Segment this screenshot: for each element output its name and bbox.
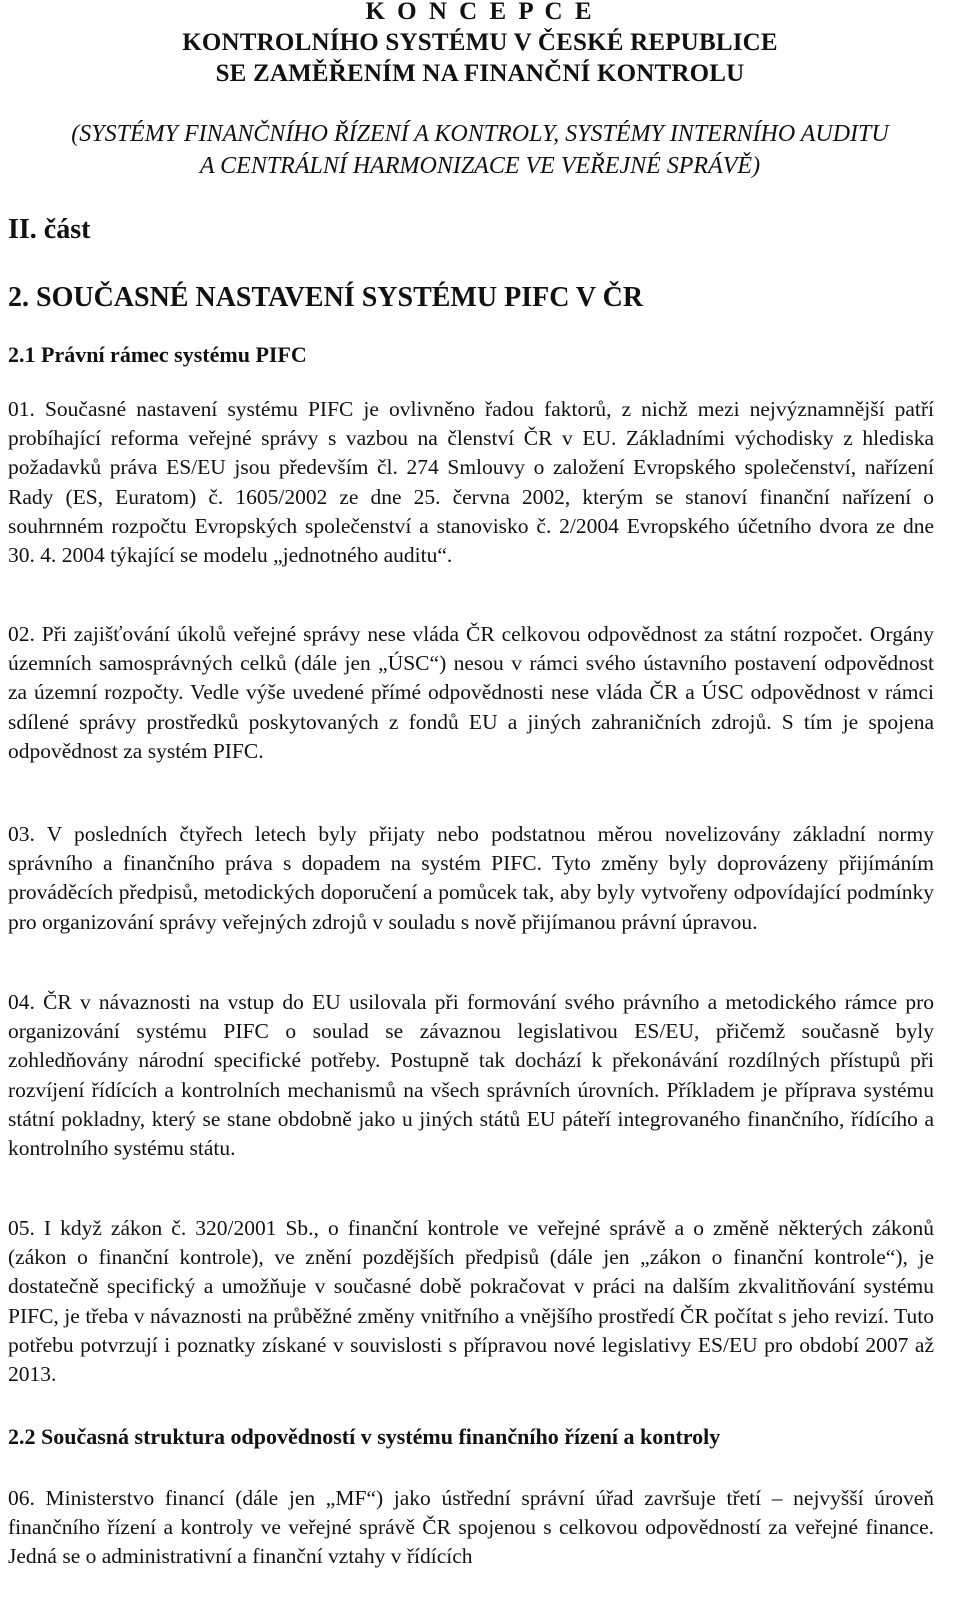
paragraph-03 [8, 820, 934, 937]
paragraph-02 [8, 620, 934, 766]
section-heading: 2. SOUČASNÉ NASTAVENÍ SYSTÉMU PIFC V ČR [8, 282, 644, 313]
paragraph-05 [8, 1214, 934, 1389]
paragraph-text: I když zákon č. 320/2001 Sb., o finanční kontrole ve veřejné správě a o změně některých zákonů (zákon o finanční kontrole), ve znění pozdějších předpisů (dále jen „zákon o finanční kontrole“), je dostatečně specifický a umožňuje v současné době pokračovat v práci na dalším zkvalitňování systému PIFC, je třeba v návaznosti na průběžné změny vnitřního a vnějšího prostředí ČR počítat s jeho revizí. Tuto potřebu potvrzují i poznatky získané v souvislosti s přípravou nové legislativy ES/EU pro období 2007 až 2013. [8, 1216, 934, 1387]
subsection-heading-1: 2.1 Právní rámec systému PIFC [8, 342, 307, 367]
paragraph-text: ČR v návaznosti na vstup do EU usilovala při formování svého právního a metodického rámce pro organizování systému PIFC o soulad se závaznou legislativou ES/EU, přičemž současně byly zohledňovány národní specifické potřeby. Postupně tak dochází k překonávání rozdílných přístupů při rozvíjení řídících a kontrolních mechanismů na všech správních úrovních. Příkladem je příprava systému státní pokladny, který se stane obdobně jako u jiných států EU páteří integrovaného finančního, řídícího a kontrolního systému státu. [8, 990, 935, 1161]
paragraph-01 [8, 395, 934, 570]
paragraph-number: 04. [8, 990, 35, 1014]
paragraph-number: 02. [8, 622, 35, 646]
paragraph-number: 01. [8, 397, 35, 421]
document-title-line-2: KONTROLNÍHO SYSTÉMU V ČESKÉ REPUBLICE [182, 29, 778, 56]
paragraph-number: 05. [8, 1216, 35, 1240]
paragraph-text: Při zajišťování úkolů veřejné správy nese vláda ČR celkovou odpovědnost za státní rozpočet. Orgány územních samosprávných celků (dále jen „ÚSC“) nesou v rámci svého ústavního postavení odpovědnost za územní rozpočty. Vedle výše uvedené přímé odpovědnosti nese vláda ČR a ÚSC odpovědnost v rámci sdílené správy prostředků poskytovaných z fondů EU a jiných zahraničních zdrojů. S tím je spojena odpovědnost za systém PIFC. [8, 622, 934, 763]
paragraph-04 [8, 988, 934, 1163]
document-title-line-3: SE ZAMĚŘENÍM NA FINANČNÍ KONTROLU [215, 60, 745, 87]
paragraph-number: 03. [8, 822, 35, 846]
subsection-heading-2: 2.2 Současná struktura odpovědností v systému finančního řízení a kontroly [8, 1424, 721, 1449]
part-heading: II. část [8, 214, 91, 245]
document-title-line-1: K O N C E P C E [365, 0, 595, 25]
paragraph-text: Ministerstvo financí (dále jen „MF“) jako ústřední správní úřad završuje třetí – nejvyšší úroveň finančního řízení a kontroly ve veřejné správě ČR spojenou s celkovou odpovědností za veřejné finance. Jedná se o administrativní a finanční vztahy v řídících [8, 1486, 935, 1569]
paragraph-text: V posledních čtyřech letech byly přijaty nebo podstatnou měrou novelizovány základní normy správního a finančního práva s dopadem na systém PIFC. Tyto změny byly doprovázeny přijímáním prováděcích předpisů, metodických doporučení a pomůcek tak, aby byly vytvořeny odpovídající podmínky pro organizování správy veřejných zdrojů v souladu s nově přijímanou právní úpravou. [8, 822, 935, 934]
document-subtitle-line-1: (SYSTÉMY FINANČNÍHO ŘÍZENÍ A KONTROLY, SYSTÉMY INTERNÍHO AUDITU [71, 121, 889, 147]
paragraph-number: 06. [8, 1486, 35, 1510]
paragraph-text: Současné nastavení systému PIFC je ovlivněno řadou faktorů, z nichž mezi nejvýznamnější patří probíhající reforma veřejné správy s vazbou na členství ČR v EU. Základními východisky z hlediska požadavků práva ES/EU jsou především čl. 274 Smlouvy o založení Evropského společenství, nařízení Rady (ES, Euratom) č. 1605/2002 ze dne 25. června 2002, kterým se stanoví finanční nařízení o souhrnném rozpočtu Evropských společenství a stanovisko č. 2/2004 Evropského účetního dvora ze dne 30. 4. 2004 týkající se modelu „jednotného auditu“. [8, 397, 935, 568]
paragraph-06 [8, 1484, 934, 1572]
document-subtitle-line-2: A CENTRÁLNÍ HARMONIZACE VE VEŘEJNÉ SPRÁVĚ) [199, 153, 761, 179]
